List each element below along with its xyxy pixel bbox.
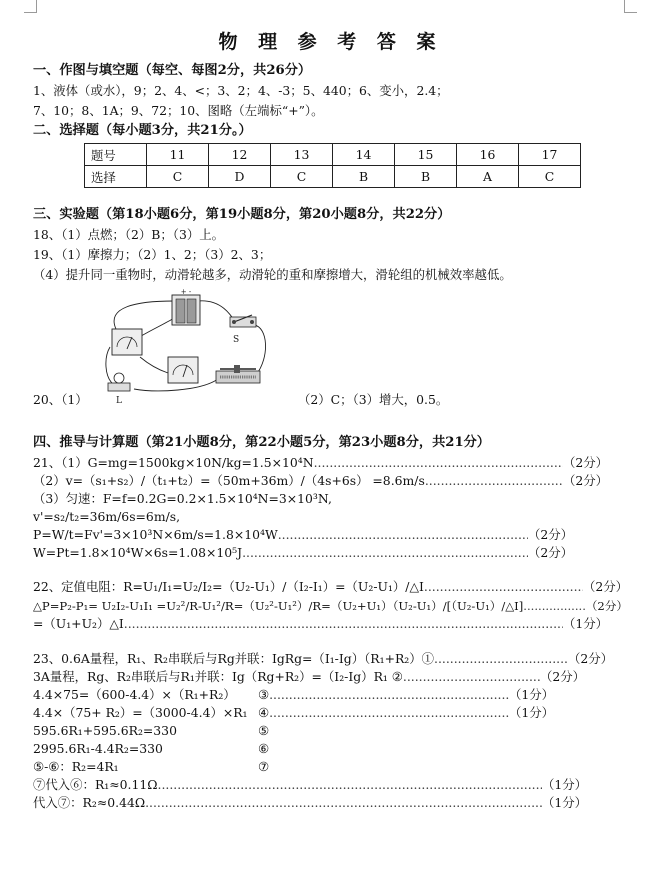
dot-leader bbox=[158, 777, 542, 793]
section3-heading: 三、实验题（第18小题6分，第19小题8分，第20小题8分，共22分） bbox=[33, 207, 451, 222]
q21-line-6 bbox=[33, 545, 573, 561]
q22-line-2 bbox=[33, 598, 628, 614]
rheostat-icon bbox=[216, 365, 260, 383]
q22-points: （1分） bbox=[562, 616, 608, 631]
table-cell: 13 bbox=[271, 144, 333, 166]
switch-label: S bbox=[233, 335, 240, 345]
q22-text: 22、定值电阻：R=U₁/I₁=U₂/I₂=（U₂-U₁）/（I₂-I₁）=（U₂-U₁）/△I bbox=[33, 579, 424, 594]
section1-line1: 1、液体（或水），9；2、4、<；3、2；4、-3；5、440；6、变小，2.4； bbox=[33, 83, 449, 98]
table-cell: C bbox=[519, 166, 581, 188]
q22-text: =（U₁+U₂）△I bbox=[33, 616, 124, 631]
table-header-answer: 选择 bbox=[85, 166, 147, 188]
q22-line-1 bbox=[33, 579, 628, 595]
q23-line-1 bbox=[33, 651, 613, 667]
q23-text: 3A量程，Rg、R₂串联后与R₁并联：Ig（Rg+R₂）=（I₂-Ig）R₁ ② bbox=[33, 669, 403, 684]
q23-line-5: 595.6R₁+595.6R₂=330 bbox=[33, 723, 177, 738]
table-cell: 17 bbox=[519, 144, 581, 166]
q23-points: （1分） bbox=[508, 687, 554, 702]
table-cell: 14 bbox=[333, 144, 395, 166]
q23-points: （2分） bbox=[539, 669, 585, 684]
q20-answer-rest: （2）C；（3）增大，0.5。 bbox=[298, 392, 449, 407]
dot-leader bbox=[242, 545, 528, 561]
dot-leader bbox=[145, 795, 542, 811]
dot-leader bbox=[434, 651, 568, 667]
table-cell: B bbox=[333, 166, 395, 188]
q21-points: （2分） bbox=[527, 545, 573, 560]
q23-line-8 bbox=[33, 777, 587, 793]
q23-text: 代入⑦：R₂≈0.44Ω bbox=[33, 795, 146, 810]
q21-points: （2分） bbox=[562, 473, 608, 488]
dot-leader bbox=[269, 687, 509, 703]
crop-mark-top-right bbox=[624, 0, 637, 13]
section1-heading: 一、作图与填空题（每空、每图2分，共26分） bbox=[33, 63, 312, 78]
table-row-answers bbox=[85, 166, 581, 188]
wire bbox=[140, 357, 168, 373]
q22-points: （2分） bbox=[582, 579, 628, 594]
q21-points: （2分） bbox=[527, 527, 573, 542]
crop-mark-top-left bbox=[24, 0, 37, 13]
battery-icon bbox=[172, 288, 200, 325]
wire bbox=[254, 325, 266, 375]
circuit-diagram bbox=[96, 287, 272, 405]
q21-line-1 bbox=[33, 455, 608, 471]
q21-line-4: v'=s₂/t₂=36m/6s=6m/s, bbox=[33, 509, 181, 524]
answer-table bbox=[84, 143, 581, 188]
table-cell: 16 bbox=[457, 144, 519, 166]
dot-leader bbox=[403, 669, 540, 685]
q22-points: （2分） bbox=[585, 599, 628, 613]
dot-leader bbox=[124, 616, 563, 632]
dot-leader bbox=[278, 527, 528, 543]
table-cell: 12 bbox=[209, 144, 271, 166]
q23-step: ⑤ bbox=[258, 723, 270, 738]
q23-line-3-step bbox=[258, 687, 554, 703]
meter-icon bbox=[112, 329, 142, 355]
q23-step: ③ bbox=[258, 687, 270, 702]
table-cell: C bbox=[271, 166, 333, 188]
dot-leader bbox=[314, 455, 563, 471]
q23-line-3: 4.4×75=（600-4.4）×（R₁+R₂） bbox=[33, 687, 236, 702]
dot-leader bbox=[424, 579, 583, 595]
wire bbox=[114, 301, 174, 329]
q21-points: （2分） bbox=[562, 455, 608, 470]
q21-line-5 bbox=[33, 527, 573, 543]
q23-step: ⑦ bbox=[258, 759, 270, 774]
svg-text:+ -: + - bbox=[180, 288, 192, 296]
q22-text: △P=P₂-P₁= U₂I₂-U₁I₁ =U₂²/R-U₁²/R=（U₂²-U₁²）/R=（U₂+U₁）（U₂-U₁）/[（U₂-U₁）/△I] bbox=[33, 599, 524, 613]
lamp-label: L bbox=[116, 396, 122, 405]
q18-answer: 18、（1）点燃；（2）B；（3）上。 bbox=[33, 227, 224, 242]
q23-line-9 bbox=[33, 795, 587, 811]
table-cell: 11 bbox=[147, 144, 209, 166]
table-cell: B bbox=[395, 166, 457, 188]
q21-line-3: （3）匀速：F=f=0.2G=0.2×1.5×10⁴N=3×10³N, bbox=[33, 491, 332, 506]
q21-text: P=W/t=Fv'=3×10³N×6m/s=1.8×10⁴W bbox=[33, 527, 278, 542]
q23-line-6: 2995.6R₁-4.4R₂=330 bbox=[33, 741, 163, 756]
q23-line-7: ⑤-⑥：R₂=4R₁ bbox=[33, 759, 119, 774]
q23-points: （1分） bbox=[541, 795, 587, 810]
section2-heading: 二、选择题（每小题3分，共21分。） bbox=[33, 123, 252, 138]
meter-icon bbox=[168, 357, 198, 383]
q23-step: ④ bbox=[258, 705, 270, 720]
q21-text: 21、（1）G=mg=1500kg×10N/kg=1.5×10⁴N bbox=[33, 455, 314, 470]
q23-text: 23、0.6A量程，R₁、R₂串联后与Rg并联：IgRg=（I₁-Ig）（R₁+R₂）① bbox=[33, 651, 435, 666]
page-title: 物 理 参 考 答 案 bbox=[218, 31, 443, 53]
q23-line-4-step bbox=[258, 705, 554, 721]
section4-heading: 四、推导与计算题（第21小题8分，第22小题5分，第23小题8分，共21分） bbox=[33, 435, 490, 450]
q23-text: ⑦代入⑥：R₁≈0.11Ω bbox=[33, 777, 158, 792]
table-cell: 15 bbox=[395, 144, 457, 166]
section1-line2: 7、10；8、1A；9、72；10、图略（左端标“+”）。 bbox=[33, 103, 324, 118]
q19-answer-part4: （4）提升同一重物时，动滑轮越多，动滑轮的重和摩擦增大，滑轮组的机械效率越低。 bbox=[33, 267, 512, 282]
q19-answer: 19、（1）摩擦力；（2）1、2；（3）2、3； bbox=[33, 247, 272, 262]
q23-points: （1分） bbox=[541, 777, 587, 792]
table-row-numbers bbox=[85, 144, 581, 166]
q22-line-3 bbox=[33, 616, 608, 632]
dot-leader bbox=[523, 598, 586, 614]
q23-line-4: 4.4×（75+ R₂）=（3000-4.4）×R₁ bbox=[33, 705, 248, 720]
table-cell: A bbox=[457, 166, 519, 188]
q20-answer-prefix: 20、（1） bbox=[33, 392, 88, 407]
q21-text: W=Pt=1.8×10⁴W×6s=1.08×10⁵J bbox=[33, 545, 243, 560]
q23-points: （1分） bbox=[508, 705, 554, 720]
dot-leader bbox=[425, 473, 563, 489]
dot-leader bbox=[269, 705, 509, 721]
table-cell: C bbox=[147, 166, 209, 188]
switch-icon bbox=[230, 315, 256, 327]
q21-text: （2）v=（s₁+s₂）/（t₁+t₂）=（50m+36m）/（4s+6s） =8.6m/s bbox=[33, 473, 425, 488]
q23-line-2 bbox=[33, 669, 585, 685]
table-header-number: 题号 bbox=[85, 144, 147, 166]
q23-points: （2分） bbox=[567, 651, 613, 666]
q21-line-2 bbox=[33, 473, 608, 489]
table-cell: D bbox=[209, 166, 271, 188]
q23-step: ⑥ bbox=[258, 741, 270, 756]
